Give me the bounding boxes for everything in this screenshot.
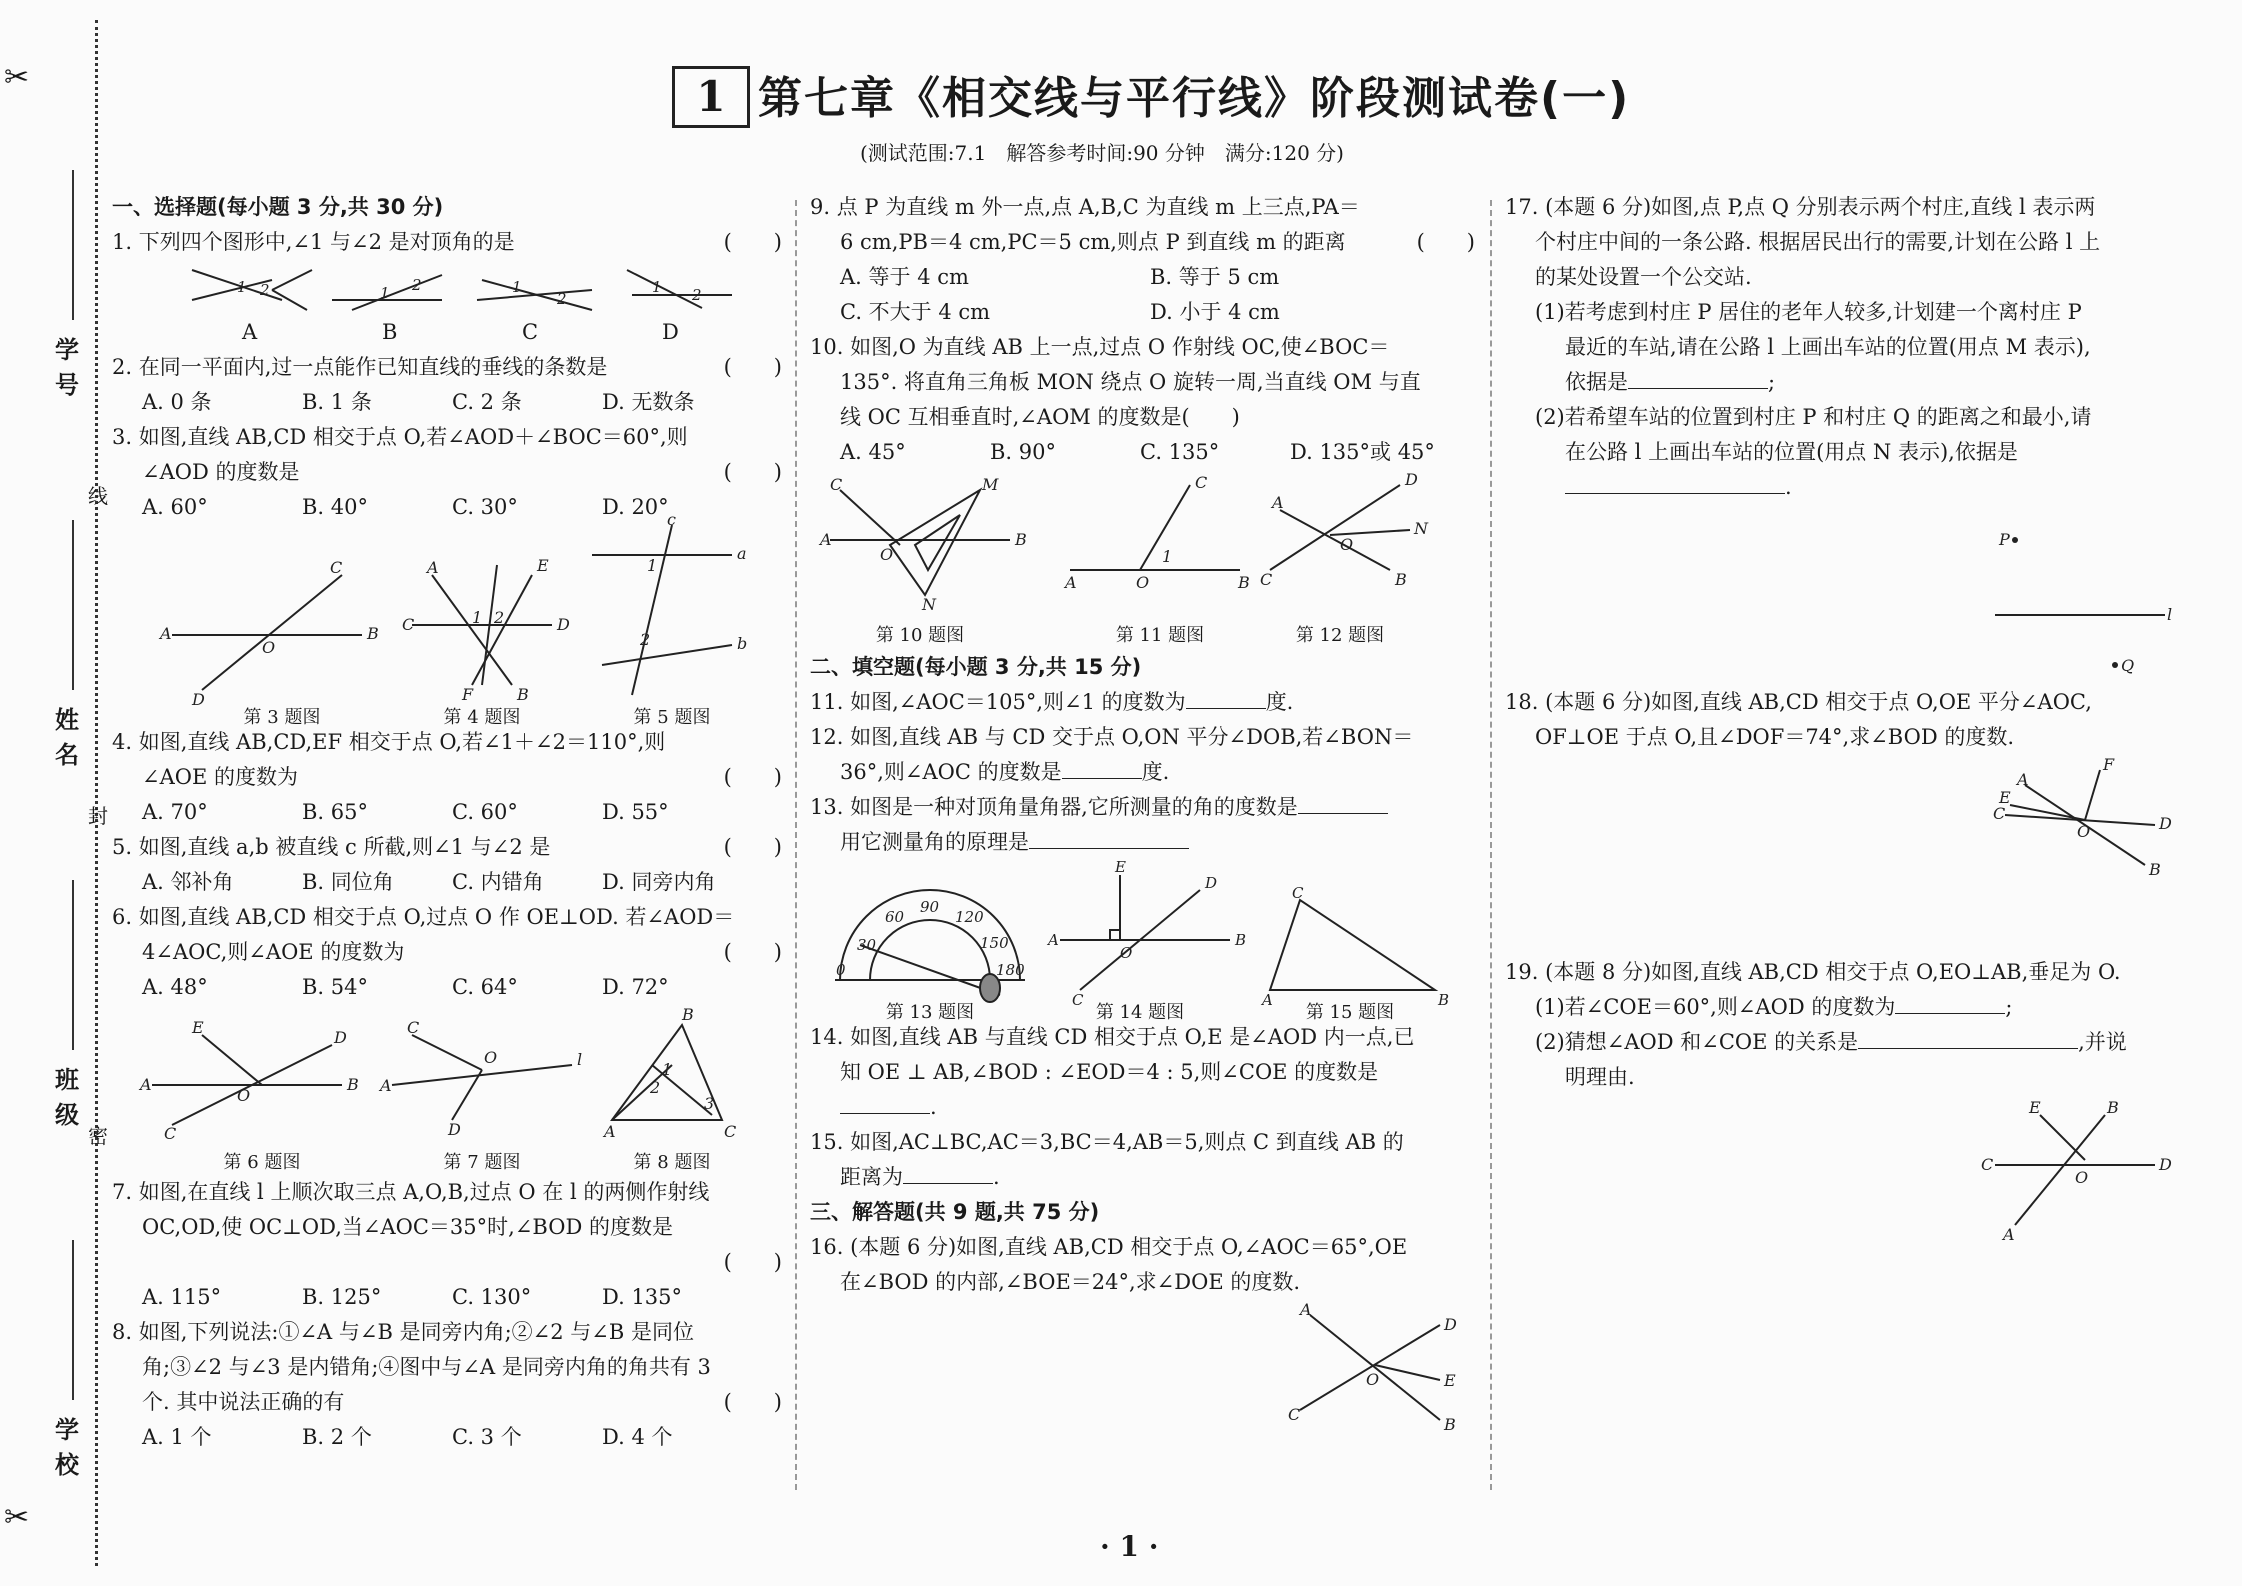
- figure-17: [1505, 505, 2185, 685]
- svg-text:C: C: [1981, 1155, 1994, 1174]
- svg-text:a: a: [737, 544, 747, 563]
- question-10: 10. 如图,O 为直线 AB 上一点,过点 O 作射线 OC,使∠BOC＝: [810, 335, 1390, 359]
- svg-text:C: C: [164, 1124, 177, 1143]
- svg-text:b: b: [737, 634, 748, 653]
- caption-fig5: 第 5 题图: [633, 707, 711, 728]
- field-line-xuehao: [72, 170, 74, 320]
- column-1: 一、选择题(每小题 3 分,共 30 分) 1. 下列四个图形中,∠1 与∠2 是对顶角的是 ( ) 1 2 1 2 1 2 1 2 A B C D 2. 在同一平面内,过一点能作已知直线的垂线的条数是 ( ) A. 0 条 B. 1 条 C. 2 条 D. 无数条 3. 如图,直线 AB,CD 相交于点 O,若∠AOD＋∠BOC＝60°,则 ∠AOD 的度数是 ( ) A. 60° B. 40° C. 30° D. 20° A B C D O C D A E F B 1 2 a b c 1 2 第 3 题图 第 4 题图 第 5 题图 4. 如图,直线 AB,CD,EF 相交于点 O,若∠1＋∠2＝110°,则 ∠AOE 的度数为 ( ) A. 70° B. 65° C. 60° D. 55° 5. 如图,直线 a,b 被直线 c 所截,则∠1 与∠2 是 ( ) A. 邻补角 B. 同位角 C. 内错角 D. 同旁内角 6. 如图,直线 AB,CD 相交于点 O,过点 O 作 OE⊥OD. 若∠AOD＝ 4∠AOC,则∠AOE 的度数为 ( ) A. 48° B. 54° C. 64° D. 72° A B D C E O A l C D O A C B 1 2 3 第 6 题图 第 7 题图 第 8 题图 7. 如图,在直线 l 上顺次取三点 A,O,B,过点 O 在 l 的两侧作射线 OC,OD,使 OC⊥OD,当∠AOC＝35°时,∠BOD 的度数是 ( ) A. 115° B. 125° C. 130° D. 135° 8. 如图,下列说法:①∠A 与∠B 是同旁内角;②∠2 与∠B 是同位 角;③∠2 与∠3 是内错角;④图中与∠A 是同旁内角的角共有 3 个. 其中说法正确的有 ( ) A. 1 个 B. 2 个 C. 3 个 D. 4 个: [112, 190, 782, 1455]
- caption-fig6: 第 6 题图: [223, 1152, 301, 1173]
- svg-text:C: C: [724, 1122, 737, 1141]
- caption-fig12: 第 12 题图: [1295, 625, 1385, 646]
- question-14: 14. 如图,直线 AB 与直线 CD 相交于点 O,E 是∠AOD 内一点,已: [810, 1025, 1415, 1049]
- option-c: C: [522, 320, 539, 344]
- question-19: 19. (本题 8 分)如图,直线 AB,CD 相交于点 O,EO⊥AB,垂足为 O.: [1505, 960, 2121, 984]
- svg-text:E: E: [192, 1018, 204, 1037]
- question-11: 11. 如图,∠AOC＝105°,则∠1 的度数为 度.: [810, 690, 1294, 714]
- column-divider: [795, 200, 797, 1490]
- page-title: 第七章《相交线与平行线》阶段测试卷(一): [758, 73, 1631, 124]
- question-7: 7. 如图,在直线 l 上顺次取三点 A,O,B,过点 O 在 l 的两侧作射线: [112, 1180, 710, 1204]
- svg-text:B: B: [517, 685, 529, 704]
- test-number: 1: [672, 66, 750, 128]
- svg-text:A: A: [160, 624, 172, 643]
- svg-text:D: D: [192, 690, 205, 709]
- svg-text:C: C: [407, 1018, 420, 1037]
- label-xuehao: 学号: [55, 335, 79, 399]
- field-line-xingming: [72, 520, 74, 690]
- label-xuexiao: 学校: [55, 1415, 79, 1479]
- cut-line: [95, 20, 98, 1566]
- svg-text:A: A: [1048, 931, 1059, 949]
- svg-text:O: O: [1120, 944, 1133, 962]
- svg-text:B: B: [1015, 530, 1027, 549]
- q10-12-figures: [810, 470, 1475, 650]
- svg-text:F: F: [2103, 755, 2115, 774]
- svg-text:O: O: [237, 1086, 251, 1105]
- field-line-xuexiao: [72, 1240, 74, 1400]
- svg-text:Q: Q: [2121, 656, 2135, 675]
- mark-feng: 封: [88, 804, 108, 828]
- svg-text:A: A: [140, 1075, 152, 1094]
- svg-text:F: F: [462, 685, 474, 704]
- question-2: 2. 在同一平面内,过一点能作已知直线的垂线的条数是 ( ): [112, 355, 782, 379]
- section-heading: 二、填空题(每小题 3 分,共 15 分): [810, 655, 1142, 679]
- svg-text:D: D: [2159, 1155, 2172, 1174]
- svg-text:E: E: [1999, 788, 2011, 807]
- q4-options: A. 70° B. 65° C. 60° D. 55°: [142, 800, 669, 824]
- svg-text:P: P: [1999, 530, 2010, 549]
- question-3: 3. 如图,直线 AB,CD 相交于点 O,若∠AOD＋∠BOC＝60°,则: [112, 425, 688, 449]
- question-12: 12. 如图,直线 AB 与 CD 交于点 O,ON 平分∠DOB,若∠BON＝: [810, 725, 1414, 749]
- svg-text:O: O: [2075, 1168, 2089, 1187]
- svg-text:B: B: [1444, 1415, 1456, 1434]
- q9-options: A. 等于 4 cm B. 等于 5 cm: [840, 265, 1280, 289]
- svg-text:A: A: [2017, 770, 2029, 789]
- svg-text:E: E: [537, 556, 549, 575]
- q1-figures: [112, 260, 782, 350]
- svg-text:E: E: [2029, 1098, 2041, 1117]
- section-heading: 三、解答题(共 9 题,共 75 分): [810, 1200, 1100, 1224]
- svg-text:B: B: [2149, 860, 2161, 879]
- column-divider: [1490, 200, 1492, 1490]
- mark-xian: 线: [88, 484, 108, 508]
- q10-options: A. 45° B. 90° C. 135° D. 135°或 45°: [840, 440, 1435, 464]
- svg-text:C: C: [1292, 884, 1304, 902]
- svg-text:D: D: [334, 1028, 347, 1047]
- q1-figure: [112, 260, 782, 350]
- svg-text:B: B: [2107, 1098, 2119, 1117]
- svg-text:2: 2: [692, 286, 702, 304]
- svg-text:B: B: [682, 1005, 694, 1024]
- scissors-icon: ✂: [4, 60, 30, 95]
- question-1: 1. 下列四个图形中,∠1 与∠2 是对顶角的是 ( ): [112, 230, 782, 254]
- svg-text:E: E: [1115, 858, 1126, 876]
- svg-text:C: C: [402, 615, 415, 634]
- svg-text:1: 1: [652, 278, 662, 296]
- q2-options: A. 0 条 B. 1 条 C. 2 条 D. 无数条: [142, 390, 695, 414]
- field-line-banji: [72, 880, 74, 1050]
- svg-text:1: 1: [380, 284, 390, 302]
- svg-text:2: 2: [412, 276, 422, 294]
- svg-text:90: 90: [920, 898, 940, 916]
- q6-8-figures: [112, 1005, 782, 1175]
- svg-text:1: 1: [472, 608, 483, 627]
- q19-figure: [1505, 1095, 2185, 1245]
- caption-fig7: 第 7 题图: [443, 1152, 521, 1173]
- q16-figure: [810, 1300, 1475, 1440]
- svg-text:A: A: [1262, 991, 1273, 1009]
- svg-text:O: O: [1366, 1370, 1380, 1389]
- option-b: B: [382, 320, 398, 344]
- svg-text:M: M: [982, 475, 999, 494]
- svg-text:3: 3: [704, 1094, 715, 1113]
- svg-text:C: C: [830, 475, 843, 494]
- svg-text:E: E: [1444, 1371, 1456, 1390]
- q18-figure: [1505, 755, 2185, 955]
- figure-16: [810, 1300, 1475, 1440]
- svg-text:l: l: [577, 1050, 583, 1069]
- svg-text:A: A: [1300, 1300, 1312, 1319]
- svg-text:150: 150: [980, 934, 1009, 952]
- svg-text:O: O: [880, 545, 894, 564]
- caption-fig15: 第 15 题图: [1305, 1002, 1395, 1023]
- svg-text:O: O: [2077, 822, 2091, 841]
- svg-text:D: D: [557, 615, 570, 634]
- svg-text:A: A: [1272, 493, 1284, 512]
- svg-text:B: B: [347, 1075, 359, 1094]
- svg-text:2: 2: [557, 290, 567, 308]
- svg-text:A: A: [427, 558, 439, 577]
- q3-options: A. 60° B. 40° C. 30° D. 20°: [142, 495, 669, 519]
- svg-text:1: 1: [1162, 547, 1173, 566]
- svg-text:O: O: [1136, 573, 1150, 592]
- svg-text:C: C: [1288, 1405, 1301, 1424]
- svg-text:C: C: [1195, 473, 1208, 492]
- caption-fig14: 第 14 题图: [1095, 1002, 1185, 1023]
- q7-options: A. 115° B. 125° C. 130° D. 135°: [142, 1285, 683, 1309]
- q17-figure: [1505, 505, 2185, 685]
- q6-options: A. 48° B. 54° C. 64° D. 72°: [142, 975, 669, 999]
- svg-text:B: B: [367, 624, 379, 643]
- caption-fig10: 第 10 题图: [875, 625, 965, 646]
- svg-text:1: 1: [647, 556, 658, 575]
- question-5: 5. 如图,直线 a,b 被直线 c 所截,则∠1 与∠2 是 ( ): [112, 835, 782, 859]
- q8-options: A. 1 个 B. 2 个 C. 3 个 D. 4 个: [142, 1425, 673, 1449]
- label-xingming: 姓名: [55, 705, 79, 769]
- svg-text:120: 120: [955, 908, 984, 926]
- svg-text:O: O: [1340, 535, 1354, 554]
- caption-fig4: 第 4 题图: [443, 707, 521, 728]
- svg-text:C: C: [1072, 991, 1084, 1009]
- svg-text:D: D: [448, 1120, 461, 1139]
- svg-text:30: 30: [857, 936, 877, 954]
- svg-text:A: A: [2003, 1225, 2015, 1244]
- section-heading: 一、选择题(每小题 3 分,共 30 分): [112, 195, 444, 219]
- question-13: 13. 如图是一种对顶角量角器,它所测量的角的度数是: [810, 790, 1475, 825]
- svg-text:D: D: [1405, 470, 1418, 489]
- figures-3-4-5: [112, 510, 782, 725]
- question-4: 4. 如图,直线 AB,CD,EF 相交于点 O,若∠1＋∠2＝110°,则: [112, 730, 666, 754]
- label-banji: 班级: [55, 1065, 79, 1129]
- caption-fig3: 第 3 题图: [243, 707, 321, 728]
- svg-text:1: 1: [662, 1060, 673, 1079]
- svg-text:B: B: [1438, 991, 1450, 1009]
- svg-text:C: C: [330, 558, 343, 577]
- svg-text:l: l: [2167, 605, 2173, 624]
- svg-text:B: B: [1235, 931, 1247, 949]
- question-16: 16. (本题 6 分)如图,直线 AB,CD 相交于点 O,∠AOC＝65°,OE: [810, 1235, 1408, 1259]
- svg-text:A: A: [604, 1122, 616, 1141]
- svg-text:O: O: [262, 638, 276, 657]
- column-2: 9. 点 P 为直线 m 外一点,点 A,B,C 为直线 m 上三点,PA＝ 6 cm,PB＝4 cm,PC＝5 cm,则点 P 到直线 m 的距离 ( ) A. 等于 4 cm B. 等于 5 cm C. 不大于 4 cm D. 小于 4 cm 10. 如图,O 为直线 AB 上一点,过点 O 作射线 OC,使∠BOC＝ 135°. 将直角三角板 MON 绕点 O 旋转一周,当直线 OM 与直 线 OC 互相垂直时,∠AOM 的度数是( ) A. 45° B. 90° C. 135° D. 135°或 45° A B C M N O A B C O 1 C D A B N O 第 10 题图 第 11 题图 第 12 题图 二、填空题(每小题 3 分,共 15 分) 11. 如图,∠AOC＝105°,则∠1 的度数为 度. 12. 如图,直线 AB 与 CD 交于点 O,ON 平分∠DOB,若∠BON＝ 36°,则∠AOC 的度数是 度. 13. 如图是一种对顶角量角器,它所测量的角的度数是 用它测量角的原理是 0 30 60 90 120 150 180 A B E D C O A B C 第 13 题图 第 14 题图 第 15 题图 14. 如图,直线 AB 与直线 CD 相交于点 O,E 是∠AOD 内一点,已 知 OE ⊥ AB,∠BOD : ∠EOD＝4 : 5,则∠COE 的度数是 . 15. 如图,AC⊥BC,AC＝3,BC＝4,AB＝5,则点 C 到直线 AB 的 距离为 . 三、解答题(共 9 题,共 75 分) 16. (本题 6 分)如图,直线 AB,CD 相交于点 O,∠AOC＝65°,OE 在∠BOD 的内部,∠BOE＝24°,求∠DOE 的度数. A D C B E O: [810, 190, 1475, 1440]
- question-18: 18. (本题 6 分)如图,直线 AB,CD 相交于点 O,OE 平分∠AOC,: [1505, 690, 2092, 714]
- svg-text:N: N: [922, 595, 936, 614]
- question-8: 8. 如图,下列说法:①∠A 与∠B 是同旁内角;②∠2 与∠B 是同位: [112, 1320, 695, 1344]
- binding-margin: [0, 0, 112, 1586]
- svg-text:2: 2: [494, 608, 505, 627]
- svg-text:C: C: [1260, 570, 1273, 589]
- svg-text:D: D: [2159, 814, 2172, 833]
- scissors-icon: ✂: [4, 1500, 30, 1535]
- page-subtitle: (测试范围:7.1 解答参考时间:90 分钟 满分:120 分): [860, 141, 1344, 165]
- caption-fig11: 第 11 题图: [1115, 625, 1205, 646]
- q5-options: A. 邻补角 B. 同位角 C. 内错角 D. 同旁内角: [142, 870, 716, 894]
- svg-text:c: c: [667, 510, 676, 529]
- question-6: 6. 如图,直线 AB,CD 相交于点 O,过点 O 作 OE⊥OD. 若∠AOD＝: [112, 905, 735, 929]
- svg-text:B: B: [1395, 570, 1407, 589]
- question-9: 9. 点 P 为直线 m 外一点,点 A,B,C 为直线 m 上三点,PA＝: [810, 195, 1360, 219]
- svg-text:2: 2: [260, 281, 270, 299]
- svg-text:0: 0: [836, 961, 846, 979]
- caption-fig8: 第 8 题图: [633, 1152, 711, 1173]
- svg-text:180: 180: [996, 961, 1025, 979]
- q3-5-figures: [112, 510, 782, 728]
- svg-text:A: A: [820, 530, 832, 549]
- svg-text:O: O: [484, 1048, 498, 1067]
- svg-text:A: A: [1065, 573, 1077, 592]
- svg-text:N: N: [1414, 519, 1428, 538]
- svg-text:1: 1: [237, 278, 247, 296]
- figure-19: [1505, 1095, 2185, 1245]
- option-d: D: [662, 320, 679, 344]
- option-a: A: [242, 320, 258, 344]
- svg-text:60: 60: [885, 908, 905, 926]
- svg-text:2: 2: [640, 630, 651, 649]
- figure-18: [1505, 755, 2185, 955]
- svg-text:B: B: [1238, 573, 1250, 592]
- svg-text:C: C: [1993, 804, 2006, 823]
- page-number: · 1 ·: [1100, 1530, 1159, 1563]
- question-17: 17. (本题 6 分)如图,点 P,点 Q 分别表示两个村庄,直线 l 表示两: [1505, 195, 2096, 219]
- svg-text:A: A: [380, 1076, 392, 1095]
- column-3: 17. (本题 6 分)如图,点 P,点 Q 分别表示两个村庄,直线 l 表示两 个村庄中间的一条公路. 根据居民出行的需要,计划在公路 l 上 的某处设置一个公交站. (1)若考虑到村庄 P 居住的老年人较多,计划建一个离村庄 P 最近的车站,请在公路 l 上画出车站的位置(用点 M 表示), 依据是 ; (2)若希望车站的位置到村庄 P 和村庄 Q 的距离之和最小,请 在公路 l 上画出车站的位置(用点 N 表示),依据是 . P Q l 18. (本题 6 分)如图,直线 AB,CD 相交于点 O,OE 平分∠AOC, OF⊥OE 于点 O,且∠DOF＝74°,求∠BOD 的度数. C D A B E F O 19. (本题 8 分)如图,直线 AB,CD 相交于点 O,EO⊥AB,垂足为 O. (1)若∠COE＝60°,则∠AOD 的度数为 ; (2)猜想∠AOD 和∠COE 的关系是 ,并说 明理由. C D E B A O: [1505, 190, 2185, 1245]
- mark-mi: 密: [88, 1124, 108, 1148]
- q13-15-figures: [810, 858, 1475, 1023]
- caption-fig13: 第 13 题图: [885, 1002, 975, 1023]
- question-15: 15. 如图,AC⊥BC,AC＝3,BC＝4,AB＝5,则点 C 到直线 AB 的: [810, 1130, 1404, 1154]
- svg-text:D: D: [1444, 1315, 1457, 1334]
- svg-text:1: 1: [512, 278, 522, 296]
- svg-text:D: D: [1205, 874, 1218, 892]
- svg-text:2: 2: [650, 1078, 661, 1097]
